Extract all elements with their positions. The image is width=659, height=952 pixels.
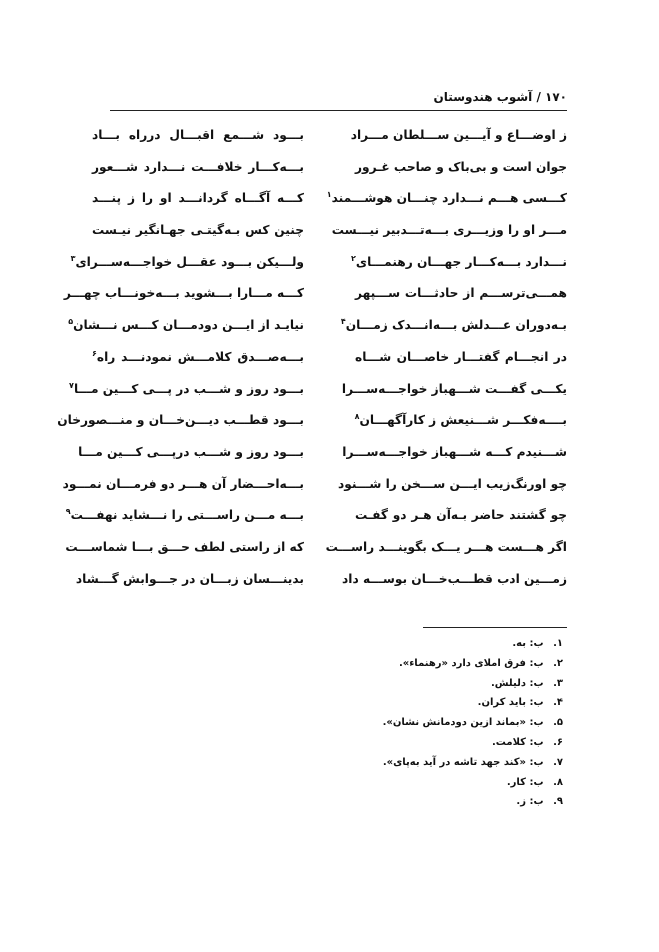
- couplet: [75, 564, 567, 596]
- hemistich-first: اگر هـــست هـــر یـــک بگوینـــد راســـت: [325, 539, 567, 554]
- hemistich-first: مـــر او را وزیـــری بـــه‌تـــدبیر نیـــست: [331, 223, 567, 238]
- footnote-text: ب: کار.: [506, 776, 544, 788]
- hemistich-second: نیایـد از ایـــن دودمـــان کـــس نـــشان$^۵$: [68, 317, 304, 333]
- hemistich-second: بـــود روز و شـــب در پـــی کـــین مـــا$^۷$: [69, 380, 304, 396]
- poem-body: [57, 120, 567, 595]
- footnote-number: ۹.: [553, 796, 563, 808]
- footnote-rule: [423, 627, 567, 628]
- footnotes-list: [263, 634, 563, 812]
- couplet: [70, 247, 567, 279]
- hemistich-first: بـه‌دوران عـــدلش بـــه‌انـــدک زمـــان$^۴$: [340, 317, 567, 333]
- footnote-marker: ۷: [69, 380, 74, 390]
- footnote-number: ۱.: [553, 638, 563, 649]
- hemistich-second: بـــود شـــمع اقبـــال درراه بـــاد: [92, 128, 304, 142]
- couplet: [57, 405, 567, 437]
- footnote-text: ب: «کند جهد تاشه در آید به‌پای».: [382, 756, 544, 768]
- footnote-text: ب: فرق املای دارد «رهنماء».: [398, 657, 544, 669]
- couplet: [92, 183, 567, 215]
- hemistich-first: نـــدارد بـــه‌کـــار جهـــان رهنمـــای$^۲$: [351, 253, 567, 269]
- header-rule: [110, 110, 567, 111]
- footnote-item: [263, 634, 563, 654]
- hemistich-second: بـــه‌کـــار خلافـــت نـــدارد شـــعور: [92, 159, 304, 174]
- couplet: [62, 469, 567, 501]
- footnote-marker: ۲: [351, 253, 356, 263]
- footnote-item: [263, 753, 563, 773]
- footnote-marker: ۴: [340, 317, 346, 327]
- hemistich-second: بـــه‌صـــدق کلامـــش نمودنـــد راه$^۶$: [92, 348, 304, 364]
- couplet: [92, 152, 567, 184]
- couplet: [68, 310, 567, 342]
- hemistich-second: بـــود قطـــب دیـــن‌خـــان و منـــصورخان: [57, 413, 304, 428]
- couplet: [69, 374, 567, 406]
- hemistich-second: کـــه آگـــاه گردانـــد او را ز پنـــد: [92, 191, 304, 206]
- couplet: [65, 500, 567, 532]
- footnote-item: [263, 713, 563, 733]
- hemistich-second: کـــه مـــارا بـــشوید بـــه‌خونـــاب چهـــر: [63, 286, 304, 301]
- footnote-item: [263, 792, 563, 812]
- hemistich-first: جوان است و بی‌باک و صاحب غـرور: [355, 159, 567, 174]
- hemistich-second: بـــود روز و شـــب درپـــی کـــین مـــا: [78, 444, 304, 459]
- footnote-number: ۴.: [553, 697, 563, 709]
- hemistich-second: چنین کس بـه‌گیتـی جهـانگیر نیـست: [92, 223, 304, 238]
- footnote-item: [263, 693, 563, 713]
- footnote-marker: ۱: [326, 190, 332, 200]
- couplet: [63, 278, 567, 310]
- footnote-text: ب: باید کران.: [477, 697, 544, 709]
- hemistich-first: بــــه‌فکـــر شـــنیعش ز کارآگهـــان$^۸$: [354, 412, 567, 428]
- hemistich-first: در انجـــام گفتـــار خاصـــان شـــاه: [355, 349, 567, 364]
- footnote-number: ۷.: [553, 756, 563, 768]
- couplet: [92, 120, 567, 152]
- footnote-number: ۲.: [553, 657, 563, 669]
- footnote-text: ب: به.: [512, 638, 544, 649]
- couplet: [65, 532, 567, 564]
- couplet: [92, 342, 567, 374]
- hemistich-second: بـــه مـــن راســـتی را نـــشاید نهفـــت$^۹$: [65, 507, 304, 523]
- footnote-number: ۶.: [553, 736, 563, 748]
- couplet: [78, 437, 567, 469]
- hemistich-first: کـــسی هـــم نـــدارد چنـــان هوشـــمند$^۱$: [326, 190, 567, 206]
- hemistich-second: که از راستی لطف حـــق بـــا شماســـت: [65, 539, 304, 554]
- footnote-marker: ۸: [354, 412, 360, 422]
- hemistich-first: یکـــی گفـــت شـــهباز خواجـــه‌ســـرا: [341, 381, 567, 396]
- footnote-number: ۸.: [553, 776, 563, 788]
- footnote-text: ب: دلیلش.: [491, 677, 544, 689]
- hemistich-first: همـــی‌ترســـم از حادثـــات ســـپهر: [355, 286, 567, 301]
- footnote-marker: ۹: [65, 507, 71, 517]
- footnote-marker: ۵: [68, 317, 74, 327]
- running-head: ۱۷۰ / آشوب هندوستان: [433, 90, 567, 104]
- hemistich-second: بدینـــسان زبـــان در جـــوابش گـــشاد: [75, 571, 304, 586]
- footnote-item: [263, 654, 563, 674]
- footnote-number: ۳.: [553, 677, 563, 689]
- footnote-text: ب: ز.: [516, 796, 544, 808]
- footnote-marker: ۶: [92, 348, 97, 358]
- hemistich-second: ولـــیکن بـــود عقـــل خواجـــه‌ســـرای$^۳$: [70, 253, 304, 269]
- hemistich-first: زمـــین ادب قطـــب‌خـــان بوســـه داد: [342, 571, 567, 586]
- hemistich-first: ز اوضـــاع و آیـــین ســـلطان مـــراد: [350, 128, 567, 142]
- footnote-marker: ۳: [70, 253, 76, 263]
- hemistich-first: شـــنیدم کـــه شـــهباز خواجـــه‌ســـرا: [342, 444, 567, 459]
- hemistich-first: چو گشتند حاضر بـه‌آن هـر دو گفـت: [355, 508, 567, 523]
- couplet: [92, 215, 567, 247]
- footnote-item: [263, 674, 563, 694]
- footnote-item: [263, 733, 563, 753]
- hemistich-second: بـــه‌احـــضار آن هـــر دو فرمـــان نمـــود: [62, 476, 304, 491]
- hemistich-first: چو اورنگ‌زیب ایـــن ســـخن را شـــنود: [338, 476, 567, 491]
- footnote-number: ۵.: [553, 717, 563, 729]
- footnote-item: [263, 773, 563, 793]
- footnote-text: ب: کلامت.: [492, 736, 544, 748]
- footnote-text: ب: «بماند ازین دودمانش نشان».: [382, 717, 544, 729]
